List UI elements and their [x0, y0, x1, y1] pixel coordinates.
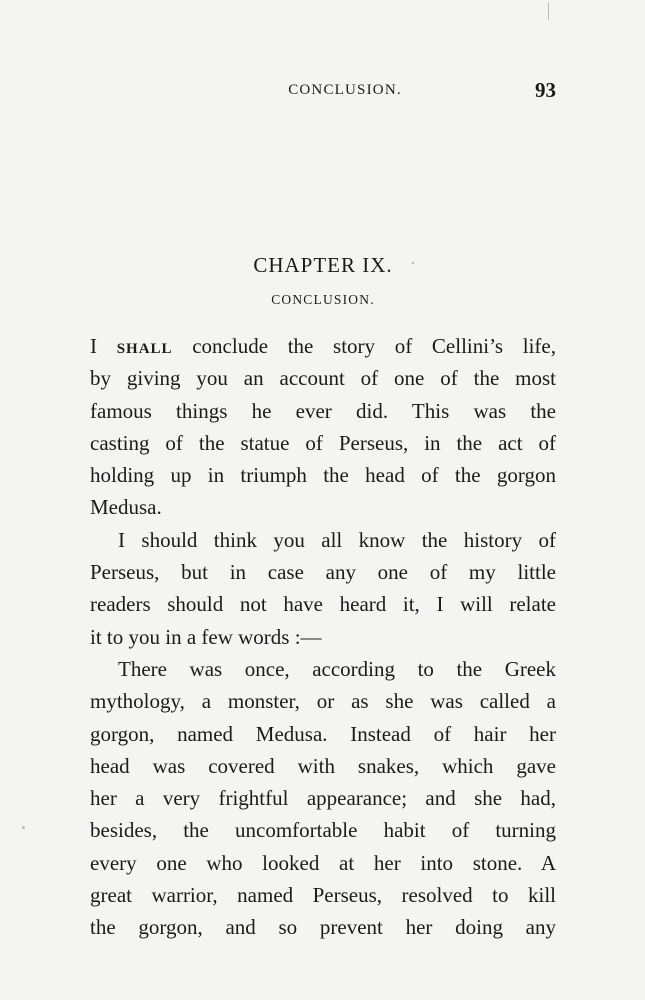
edge-mark [548, 2, 549, 20]
chapter-subtitle: CONCLUSION. [271, 292, 375, 307]
text-line: every one who looked at her into stone. A [90, 850, 556, 875]
text-line: Medusa. [90, 495, 162, 520]
text-line: readers should not have heard it, I will relate [90, 592, 556, 617]
text-line: gorgon, named Medusa. Instead of hair her [90, 721, 556, 746]
text-line: There was once, according to the Greek [118, 656, 556, 681]
text-line: by giving you an account of one of the most [90, 366, 556, 391]
text-line: it to you in a few words :— [90, 624, 322, 649]
text-line: besides, the uncomfortable habit of turning [90, 818, 556, 843]
text-line: I should think you all know the history of [118, 527, 556, 552]
text-line: great warrior, named Perseus, resolved to kill [90, 883, 556, 908]
text-line: mythology, a monster, or as she was called a [90, 689, 556, 714]
text-line: I shall conclude the story of Cellini’s life, [90, 334, 557, 358]
drop-word: I [90, 334, 97, 358]
running-head [90, 78, 556, 102]
text-line: Perseus, but in case any one of my little [90, 560, 556, 585]
chapter-heading: CHAPTER IX. [253, 253, 393, 277]
page-number: 93 [535, 78, 556, 102]
body-text [90, 330, 556, 944]
text-line: casting of the statue of Perseus, in the act of [90, 430, 556, 455]
text-line: holding up in triumph the head of the gorgon [90, 463, 556, 488]
small-caps-word: shall [116, 334, 173, 358]
running-title: CONCLUSION. [288, 82, 402, 98]
text-line: famous things he ever did. This was the [90, 398, 556, 423]
speck-mark [22, 826, 25, 829]
text-line: the gorgon, and so prevent her doing any [90, 915, 556, 940]
text-line: head was covered with snakes, which gave [90, 753, 556, 778]
text-line: her a very frightful appearance; and she had, [90, 786, 556, 811]
